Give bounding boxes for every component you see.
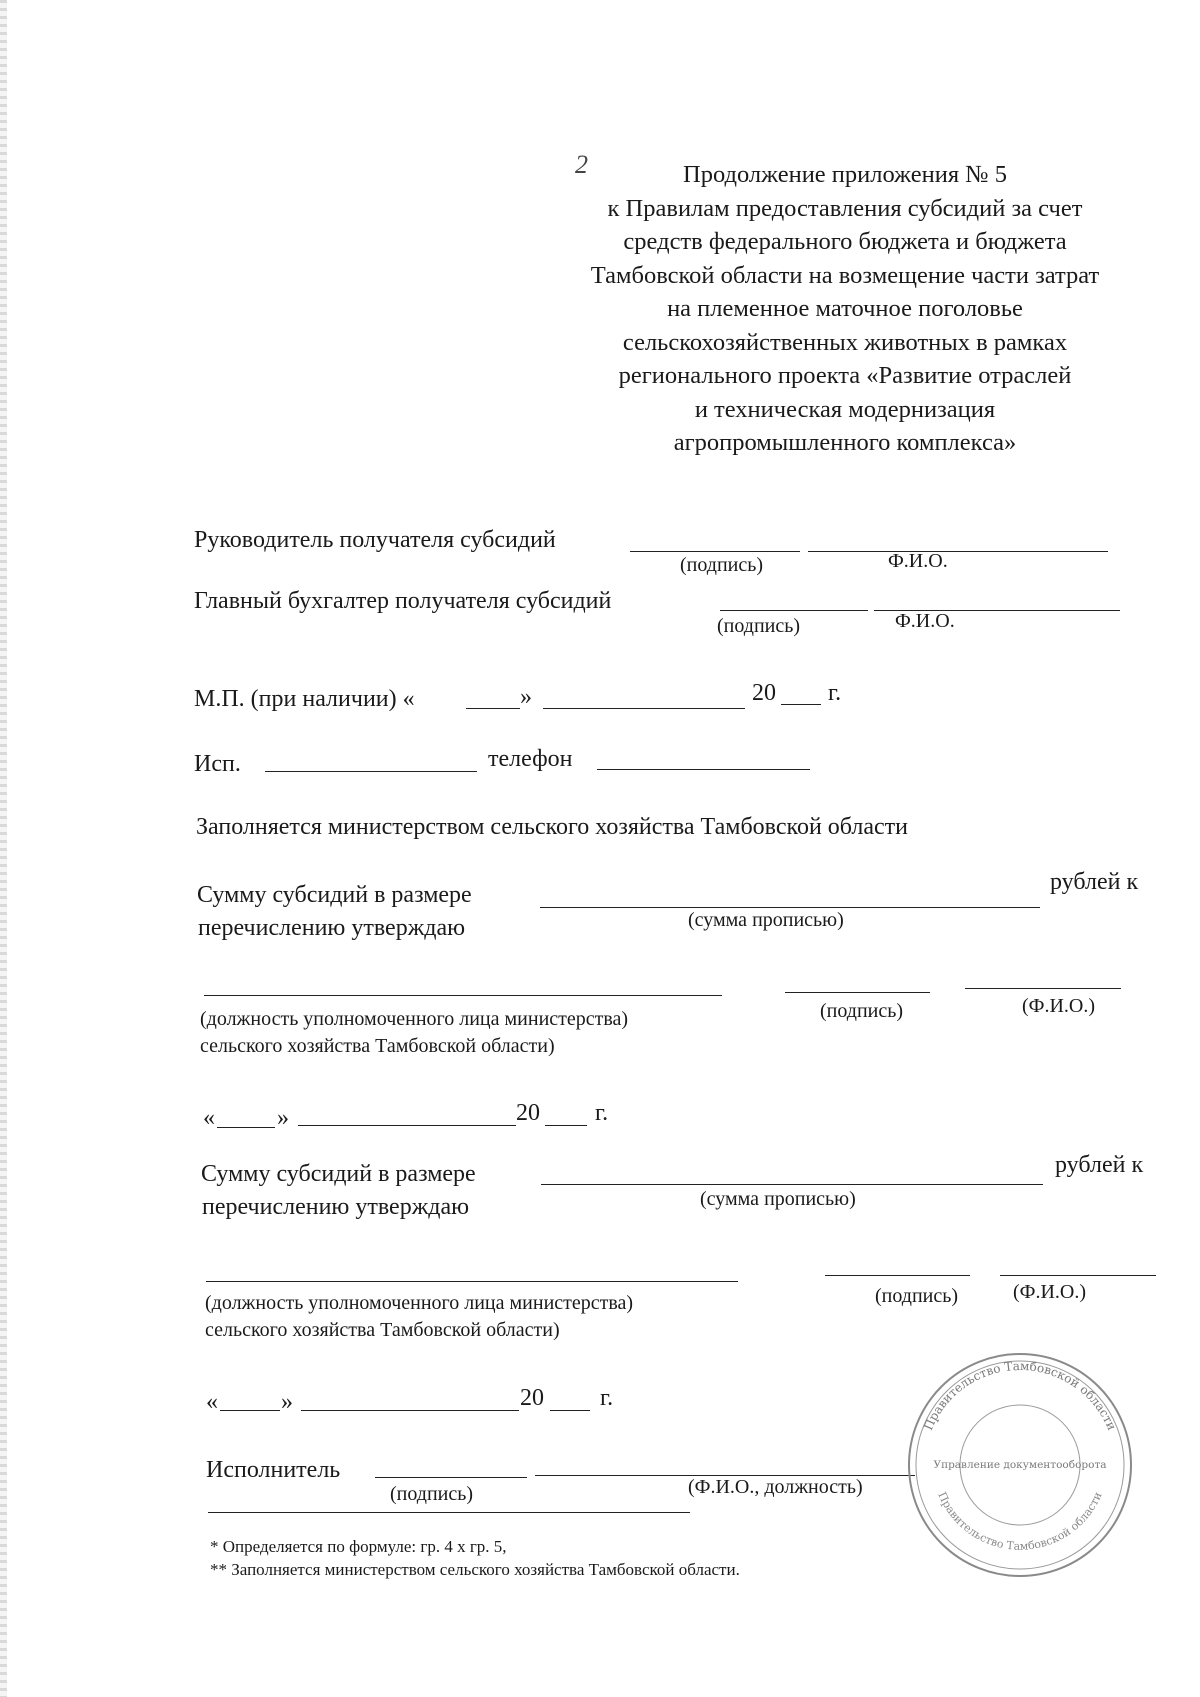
head-fio-caption: Ф.И.О. <box>888 550 948 572</box>
head-signature-caption: (подпись) <box>680 554 764 576</box>
executor-name-line[interactable] <box>265 771 477 772</box>
executor-short-label: Исп. <box>194 751 241 777</box>
approval1-rubles: рублей к <box>1050 869 1139 895</box>
stamp-outer-text: Правительство Тамбовской области <box>921 1358 1119 1433</box>
scan-edge-artifact <box>0 0 7 1697</box>
head-label: Руководитель получателя субсидий <box>194 527 556 553</box>
approval2-rubles: рублей к <box>1055 1152 1144 1178</box>
approval1-date-open: « <box>203 1105 215 1131</box>
seal-close-quote: » <box>520 684 532 710</box>
head-fio-line[interactable] <box>808 551 1108 552</box>
approval1-position-caption-2: сельского хозяйства Тамбовской области) <box>200 1035 555 1057</box>
approval2-year-suffix: г. <box>600 1385 614 1411</box>
approval1-position-line[interactable] <box>204 995 722 996</box>
ministry-note: Заполняется министерством сельского хозяйства Тамбовской области <box>196 814 909 840</box>
approval2-amount-line[interactable] <box>541 1184 1043 1185</box>
approval1-signature-caption: (подпись) <box>820 1000 904 1022</box>
handwritten-page-number: 2 <box>575 150 588 179</box>
approval1-year-line[interactable] <box>545 1125 587 1126</box>
approval1-transfer: перечислению утверждаю <box>198 915 466 941</box>
accountant-fio-caption: Ф.И.О. <box>895 610 955 632</box>
approval1-fio-caption: (Ф.И.О.) <box>1022 995 1096 1017</box>
approval2-month-line[interactable] <box>301 1410 519 1411</box>
seal-day-line[interactable] <box>466 708 520 709</box>
approval2-year-prefix: 20 <box>520 1385 544 1411</box>
approval1-year-suffix: г. <box>595 1100 609 1126</box>
approval2-position-caption: (должность уполномоченного лица министерства) <box>205 1292 634 1314</box>
seal-month-line[interactable] <box>543 708 745 709</box>
phone-line[interactable] <box>597 769 810 770</box>
performer-signature-caption: (подпись) <box>390 1483 474 1505</box>
performer-label: Исполнитель <box>206 1457 341 1483</box>
approval1-day-line[interactable] <box>217 1127 275 1128</box>
approval1-amount-label: Сумму субсидий в размере <box>197 882 472 908</box>
seal-year-line[interactable] <box>781 704 821 705</box>
phone-label: телефон <box>488 746 573 772</box>
approval2-day-line[interactable] <box>220 1410 280 1411</box>
approval1-year-prefix: 20 <box>516 1100 540 1126</box>
document-stamp-seal <box>905 1350 1135 1580</box>
header-line: Тамбовской области на возмещение части затрат <box>590 261 1100 289</box>
accountant-label: Главный бухгалтер получателя субсидий <box>194 588 612 614</box>
approval2-amount-label: Сумму субсидий в размере <box>201 1161 476 1187</box>
performer-extra-line[interactable] <box>208 1512 690 1513</box>
header-line: средств федерального бюджета и бюджета <box>623 228 1067 255</box>
approval2-signature-caption: (подпись) <box>875 1285 959 1307</box>
head-signature-line[interactable] <box>630 551 800 552</box>
svg-text:Правительство Тамбовской облас <box>935 1490 1104 1553</box>
approval2-transfer: перечислению утверждаю <box>202 1194 470 1220</box>
approval2-position-line[interactable] <box>206 1281 738 1282</box>
seal-year-suffix: г. <box>828 680 842 706</box>
seal-label: М.П. (при наличии) « <box>194 686 415 712</box>
approval1-date-close: » <box>277 1105 289 1131</box>
header-line: на племенное маточное поголовье <box>667 295 1023 322</box>
header-line: и техническая модернизация <box>694 395 996 423</box>
approval2-position-caption-2: сельского хозяйства Тамбовской области) <box>205 1319 560 1341</box>
approval2-year-line[interactable] <box>550 1410 590 1411</box>
approval2-fio-caption: (Ф.И.О.) <box>1013 1281 1087 1303</box>
header-line: агропромышленного комплекса» <box>673 429 1017 456</box>
approval1-month-line[interactable] <box>298 1125 516 1126</box>
accountant-signature-line[interactable] <box>720 610 868 611</box>
approval2-amount-caption: (сумма прописью) <box>700 1188 856 1210</box>
approval1-amount-caption: (сумма прописью) <box>688 909 844 931</box>
stamp-outer-text-bottom: Правительство Тамбовской области <box>935 1489 1105 1553</box>
approval2-signature-line[interactable] <box>825 1275 970 1276</box>
approval1-position-caption: (должность уполномоченного лица министерства) <box>200 1008 629 1030</box>
header-line: регионального проекта «Развитие отраслей <box>618 362 1072 389</box>
performer-fio-caption: (Ф.И.О., должность) <box>688 1476 863 1498</box>
approval2-date-open: « <box>206 1389 218 1415</box>
approval1-fio-line[interactable] <box>965 988 1121 989</box>
approval2-fio-line[interactable] <box>1000 1275 1156 1276</box>
footnote-formula: * Определяется по формуле: гр. 4 х гр. 5, <box>210 1537 507 1556</box>
svg-text:Правительство Тамбовской облас <box>921 1359 1119 1432</box>
performer-signature-line[interactable] <box>375 1477 527 1478</box>
header-line: сельскохозяйственных животных в рамках <box>622 328 1068 356</box>
seal-year-prefix: 20 <box>752 680 776 706</box>
approval2-date-close: » <box>281 1389 293 1415</box>
footnote-ministry: ** Заполняется министерством сельского хозяйства Тамбовской области. <box>210 1560 740 1579</box>
approval1-signature-line[interactable] <box>785 992 930 993</box>
accountant-signature-caption: (подпись) <box>717 615 801 637</box>
appendix-header <box>530 158 1160 460</box>
header-line: к Правилам предоставления субсидий за счет <box>607 194 1083 222</box>
stamp-inner-text: Управление документооборота <box>933 1459 1107 1471</box>
approval1-amount-line[interactable] <box>540 907 1040 908</box>
header-line: Продолжение приложения № 5 <box>683 161 1007 188</box>
